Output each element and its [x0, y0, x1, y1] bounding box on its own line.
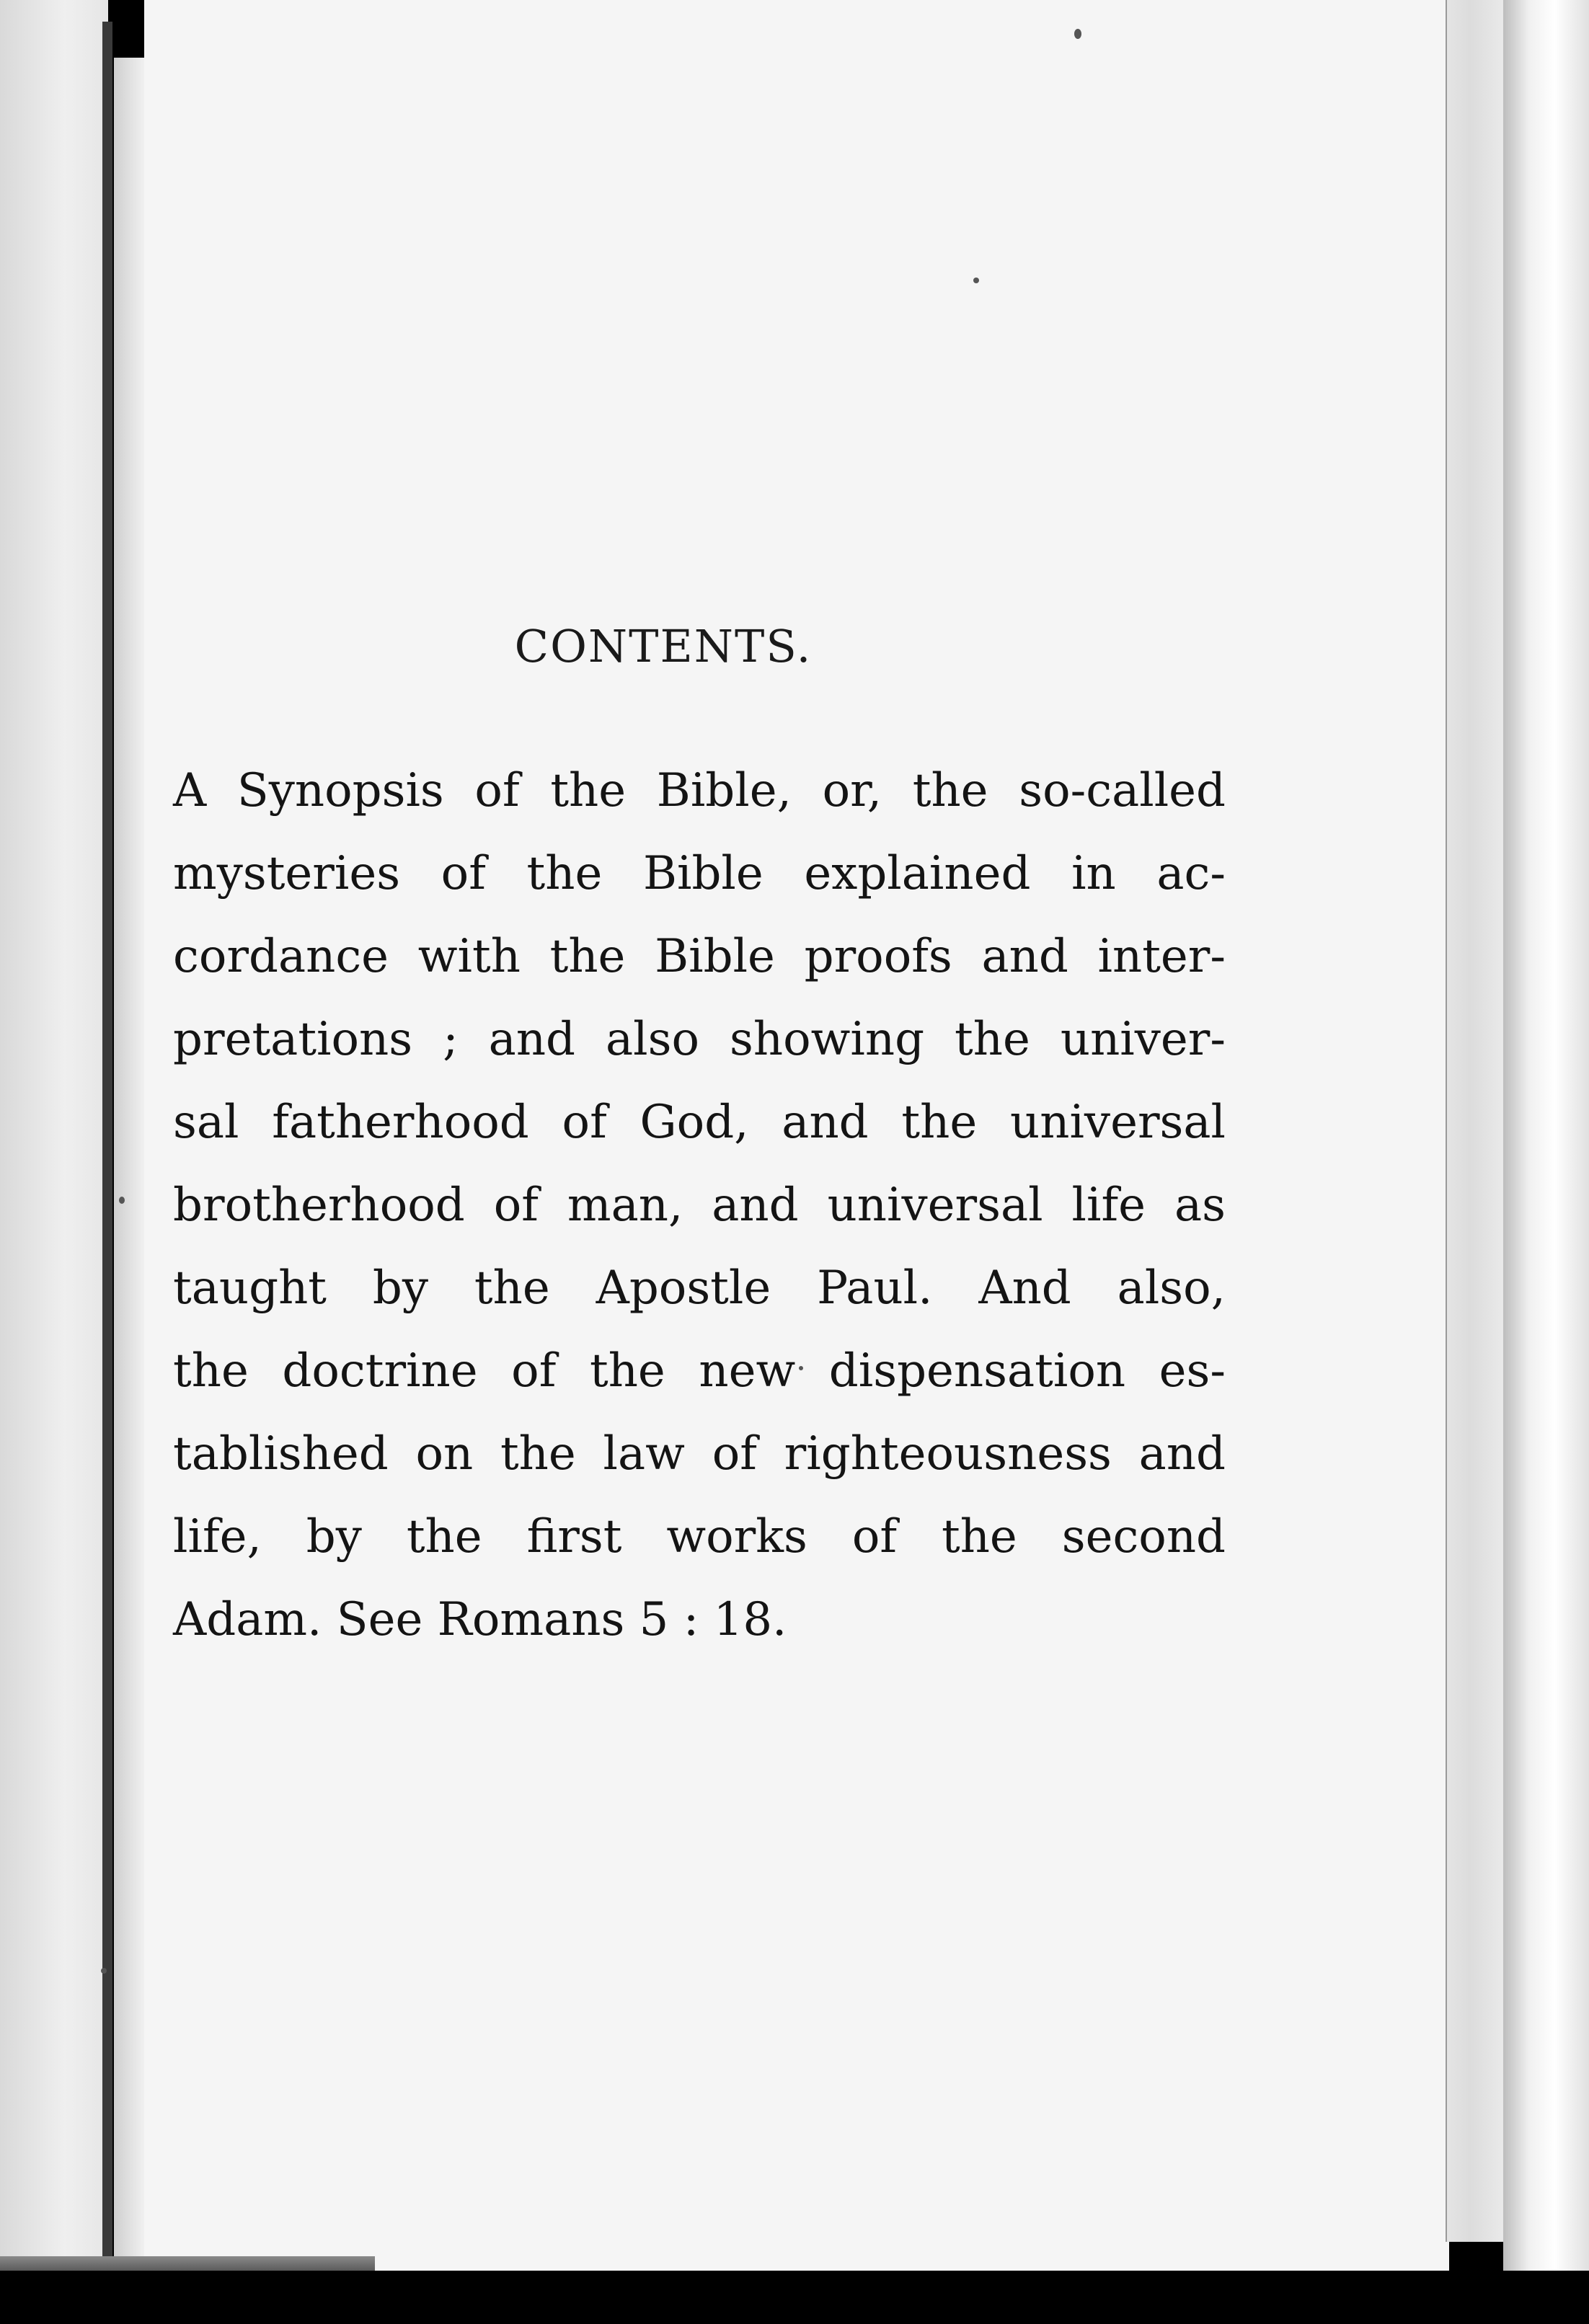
text-line: cordance with the Bible proofs and inter- [173, 930, 1226, 983]
dust-speck [119, 1197, 125, 1204]
text-line: Adam. See Romans 5 : 18. [173, 1593, 787, 1646]
text-line: sal fatherhood of God, and the universal [173, 1096, 1226, 1149]
text-line: A Synopsis of the Bible, or, the so-called [173, 764, 1226, 817]
dust-speck [1074, 29, 1081, 39]
text-line: the doctrine of the new dispensation es- [173, 1344, 1226, 1398]
text-line: mysteries of the Bible explained in ac- [173, 847, 1226, 900]
binding-gutter [102, 22, 112, 2278]
text-line: brotherhood of man, and universal life as [173, 1179, 1226, 1232]
dust-speck [973, 278, 979, 283]
dust-speck [101, 1968, 107, 1974]
text-line: tablished on the law of righteousness and [173, 1427, 1226, 1481]
page-heading: CONTENTS. [514, 620, 813, 673]
contents-paragraph [173, 750, 1226, 1662]
text-line: life, by the first works of the second [173, 1510, 1226, 1564]
gutter-shading [114, 58, 146, 2263]
previous-leaf-edge [0, 0, 108, 2324]
text-line: taught by the Apostle Paul. And also, [173, 1261, 1226, 1315]
page-stack-edge [1446, 0, 1505, 2242]
text-line: pretations ; and also showing the univer- [173, 1013, 1226, 1066]
bottom-background [0, 2271, 1589, 2324]
right-margin-background [1503, 0, 1589, 2324]
